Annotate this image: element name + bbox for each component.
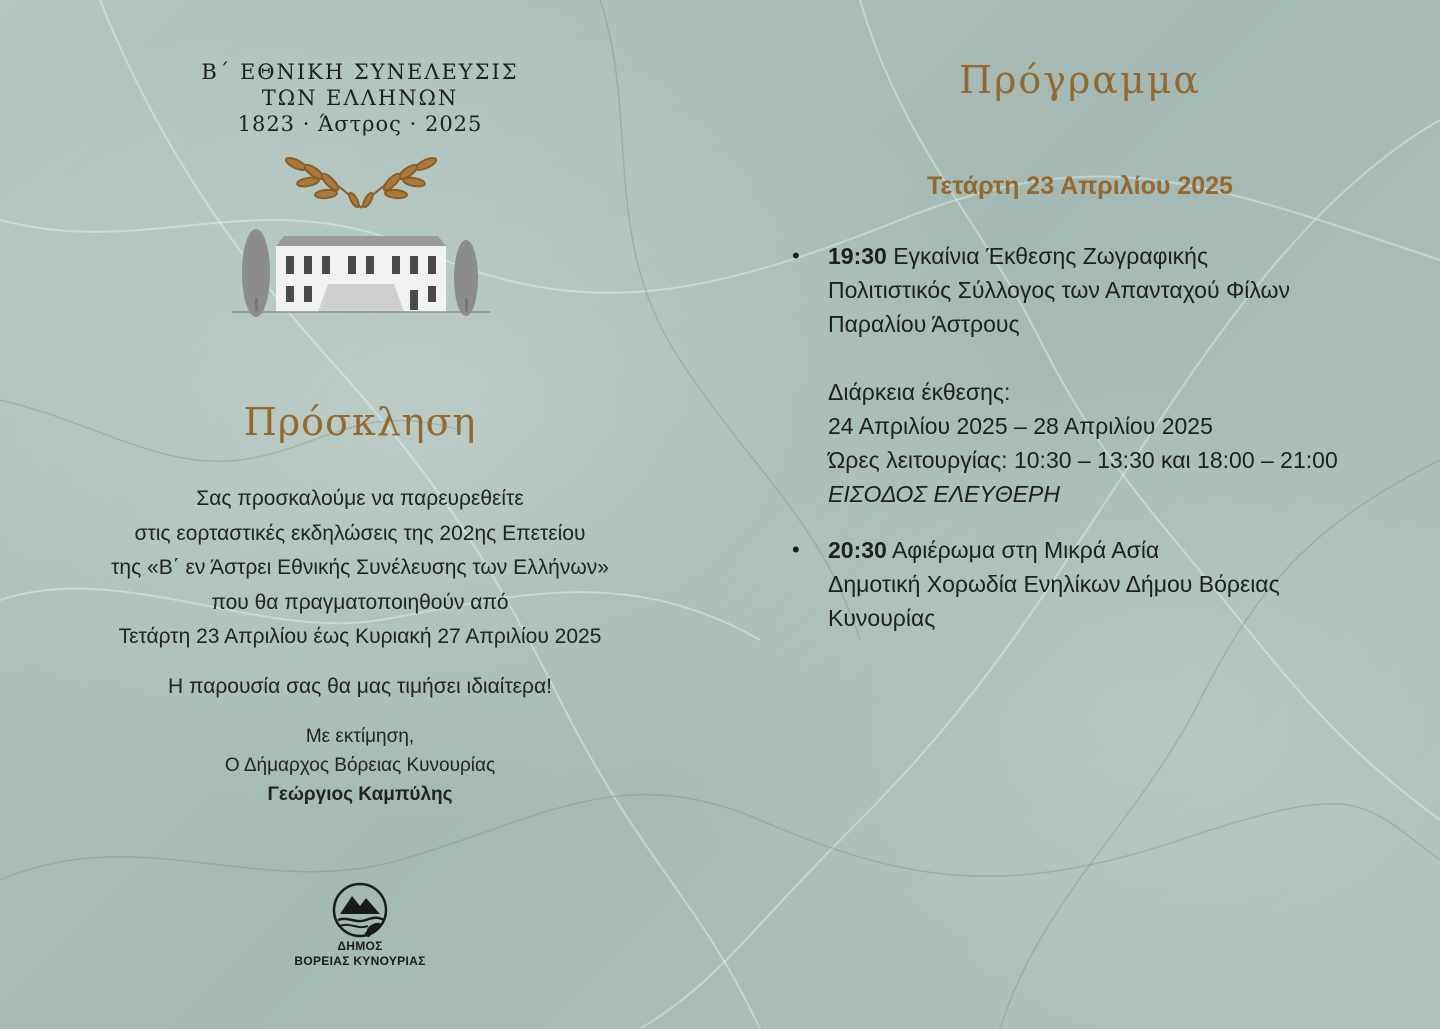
signature-name: Γεώργιος Καμπύλης xyxy=(267,784,453,805)
event-duration-label: Διάρκεια έκθεσης: xyxy=(828,379,1011,405)
program-panel xyxy=(720,0,1440,1029)
event-item-1 xyxy=(828,239,1338,511)
closing-line: Η παρουσία σας θα μας τιμήσει ιδιαίτερα! xyxy=(168,675,552,698)
event-heading xyxy=(828,533,1280,567)
header-line-2: ΤΩΝ ΕΛΛΗΝΩΝ xyxy=(261,86,459,110)
invitation-paragraph xyxy=(0,482,720,655)
event-time: 19:30 xyxy=(828,243,887,269)
mansion-emblem-icon xyxy=(226,148,496,318)
event-bullet: • xyxy=(792,537,800,562)
event-organizer-line-2: Κυνουρίας xyxy=(828,605,936,631)
paragraph-line: Τετάρτη 23 Απριλίου έως Κυριακή 27 Απριλίου 2025 xyxy=(118,625,602,648)
event-organizer-line-2: Παραλίου Άστρους xyxy=(828,311,1020,337)
paragraph-line: στις εορταστικές εκδηλώσεις της 202ης Επετείου xyxy=(134,521,586,545)
logo-text-line-2: ΒΟΡΕΙΑΣ ΚΥΝΟΥΡΙΑΣ xyxy=(294,954,426,968)
event-duration: 24 Απριλίου 2025 – 28 Απριλίου 2025 xyxy=(828,413,1213,439)
paragraph-line: που θα πραγματοποιηθούν από xyxy=(211,590,509,614)
event-time: 20:30 xyxy=(828,537,887,563)
event-heading xyxy=(828,239,1338,273)
event-hours: Ώρες λειτουργίας: 10:30 – 13:30 και 18:00 – 21:00 xyxy=(828,447,1338,473)
signature-role: Ο Δήμαρχος Βόρειας Κυνουρίας xyxy=(224,755,496,776)
event-title: Εγκαίνια Έκθεσης Ζωγραφικής xyxy=(886,243,1209,269)
paragraph-line: Σας προσκαλούμε να παρευρεθείτε xyxy=(196,487,524,510)
header-line-1: Β΄ ΕΘΝΙΚΗ ΣΥΝΕΛΕΥΣΙΣ xyxy=(201,60,519,84)
header-line-3: 1823 · Άστρος · 2025 xyxy=(237,112,483,136)
municipality-logo-icon xyxy=(330,880,390,940)
logo-text-line-1: ΔΗΜΟΣ xyxy=(337,939,383,953)
invitation-title: Πρόσκληση xyxy=(243,400,477,444)
paragraph-line: της «Β΄ εν Άστρει Εθνικής Συνέλευσης των Ελλήνων» xyxy=(111,556,609,579)
event-bullet: • xyxy=(792,243,800,268)
event-organizer-line-1: Δημοτική Χορωδία Ενηλίκων Δήμου Βόρειας xyxy=(828,571,1280,597)
program-date: Τετάρτη 23 Απριλίου 2025 xyxy=(927,172,1233,200)
signature-regards: Με εκτίμηση, xyxy=(305,726,415,747)
event-title: Αφιέρωμα στη Μικρά Ασία xyxy=(886,537,1160,563)
program-title: Πρόγραμμα xyxy=(958,58,1202,102)
event-item-2 xyxy=(828,533,1280,635)
event-entry: ΕΙΣΟΔΟΣ ΕΛΕΥΘΕΡΗ xyxy=(828,481,1061,507)
signature-block xyxy=(0,722,720,809)
event-organizer-line-1: Πολιτιστικός Σύλλογος των Απανταχού Φίλων xyxy=(828,277,1291,303)
